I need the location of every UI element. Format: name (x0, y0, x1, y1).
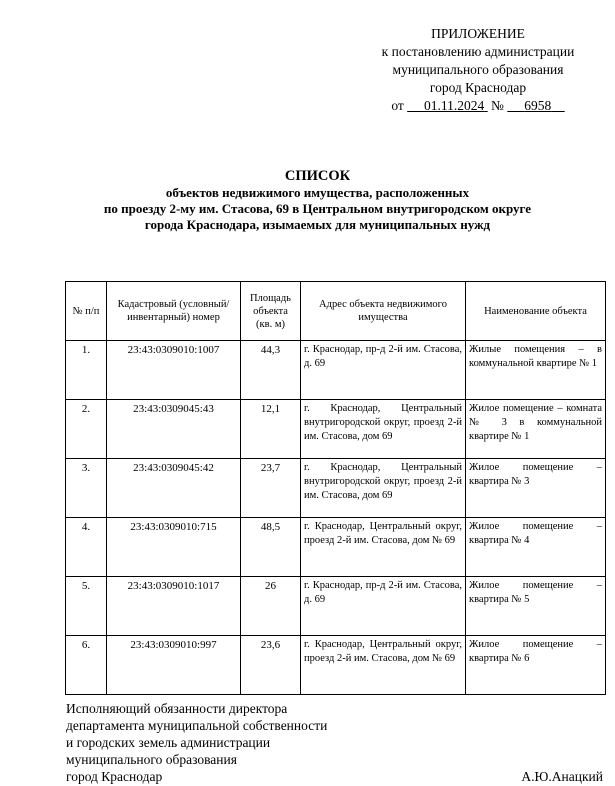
resolution-date: 01.11.2024 (424, 98, 485, 113)
cell-address: г. Краснодар, Центральный округ, проезд 2-й им. Стасова, дом № 69 (301, 636, 466, 695)
table-header-row (66, 282, 606, 341)
appendix-line-3: город Краснодар (429, 80, 527, 95)
title-line-4: города Краснодара, изымаемых для муниципальных нужд (144, 217, 491, 232)
cell-area: 26 (241, 577, 301, 636)
cell-address: г. Краснодар, Центральный внутригородской округ, проезд 2-й им. Стасова, дом 69 (301, 459, 466, 518)
cell-address: г. Краснодар, пр-д 2-й им. Стасова, д. 69 (301, 577, 466, 636)
table-row (66, 577, 606, 636)
title-list: СПИСОК (284, 168, 351, 184)
appendix-date-line (352, 97, 604, 115)
date-prefix: от (391, 98, 404, 113)
signer-line-1: Исполняющий обязанности директора (66, 701, 288, 716)
cell-number: 5. (66, 577, 107, 636)
header-area: Площадь объекта (кв. м) (241, 282, 301, 341)
cell-object-name: Жилое помещение – квартира № 3 (466, 459, 606, 518)
appendix-heading: ПРИЛОЖЕНИЕ (431, 26, 525, 41)
signer-line-5: город Краснодар (66, 769, 163, 784)
cell-area: 44,3 (241, 341, 301, 400)
cell-object-name: Жилое помещение – квартира № 4 (466, 518, 606, 577)
header-address: Адрес объекта недвижимого имущества (301, 282, 466, 341)
appendix-block (352, 25, 604, 115)
table-row (66, 459, 606, 518)
cell-number: 6. (66, 636, 107, 695)
cell-cadastral: 23:43:0309045:42 (107, 459, 241, 518)
cell-object-name: Жилое помещение – комната № 3 в коммунальной квартире № 1 (466, 400, 606, 459)
cell-area: 12,1 (241, 400, 301, 459)
cell-object-name: Жилое помещение – квартира № 6 (466, 636, 606, 695)
signer-line-2: департамента муниципальной собственности (66, 718, 328, 733)
cell-area: 23,7 (241, 459, 301, 518)
cell-cadastral: 23:43:0309010:1017 (107, 577, 241, 636)
cell-address: г. Краснодар, пр-д 2-й им. Стасова, д. 69 (301, 341, 466, 400)
header-cadastral: Кадастровый (условный/ инвентарный) номер (107, 282, 241, 341)
signer-line-3: и городских земель администрации (66, 735, 271, 750)
header-number: № п/п (66, 282, 107, 341)
title-line-2: объектов недвижимого имущества, расположенных (165, 185, 470, 200)
cell-cadastral: 23:43:0309010:1007 (107, 341, 241, 400)
cell-number: 4. (66, 518, 107, 577)
appendix-line-1: к постановлению администрации (381, 44, 575, 59)
document-title (20, 168, 615, 233)
title-line-3: по проезду 2-му им. Стасова, 69 в Центральном внутригородском округе (103, 201, 532, 216)
cell-area: 23,6 (241, 636, 301, 695)
cell-object-name: Жилое помещение – квартира № 5 (466, 577, 606, 636)
resolution-number: 6958 (524, 98, 552, 113)
cell-number: 3. (66, 459, 107, 518)
cell-number: 2. (66, 400, 107, 459)
table-row (66, 518, 606, 577)
cell-number: 1. (66, 341, 107, 400)
signer-line-4: муниципального образования (66, 752, 237, 767)
signer-name: А.Ю.Анацкий (521, 769, 603, 784)
table-row (66, 341, 606, 400)
number-prefix: № (491, 98, 504, 113)
header-name: Наименование объекта (466, 282, 606, 341)
cell-cadastral: 23:43:0309010:997 (107, 636, 241, 695)
appendix-line-2: муниципального образования (392, 62, 564, 77)
table-row (66, 636, 606, 695)
cell-cadastral: 23:43:0309010:715 (107, 518, 241, 577)
signer-block (66, 700, 406, 785)
table-row (66, 400, 606, 459)
cell-area: 48,5 (241, 518, 301, 577)
property-table (65, 281, 606, 695)
cell-cadastral: 23:43:0309045:43 (107, 400, 241, 459)
cell-object-name: Жилые помещения – в коммунальной квартире № 1 (466, 341, 606, 400)
cell-address: г. Краснодар, Центральный внутригородской округ, проезд 2-й им. Стасова, дом 69 (301, 400, 466, 459)
cell-address: г. Краснодар, Центральный округ, проезд 2-й им. Стасова, дом № 69 (301, 518, 466, 577)
